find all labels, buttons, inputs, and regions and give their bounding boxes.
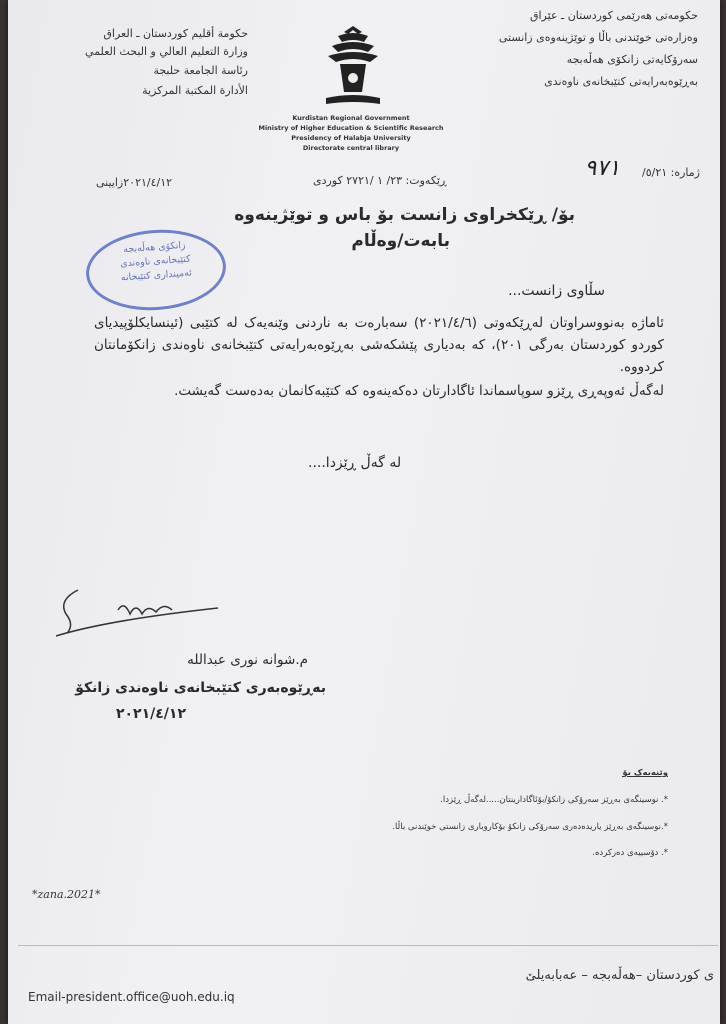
signature-date: ٢٠٢١/٤/١٢ <box>115 706 187 722</box>
copies-item-3: *. دۆسییەی دەرکردە. <box>592 848 668 858</box>
signatory-title: بەڕێوەبەری کتێبخانەی ناوەندی زانکۆ <box>75 680 326 696</box>
typist-note: *zana.2021* <box>32 888 101 901</box>
header-kurdish-line-1: حکومەتی هەرێمی کوردستان ـ عێراق <box>529 9 698 22</box>
header-arabic-line-3: رئاسة الجامعة حلبجة <box>153 64 248 77</box>
header-kurdish-line-2: وەزارەتی خوێندنی باڵا و توێژینەوەی زانستی <box>498 31 698 44</box>
copies-heading: وێنەیەک بۆ <box>622 768 668 778</box>
header-arabic-line-1: حكومة أقليم كوردستان ـ العراق <box>103 27 248 40</box>
body-paragraph-2: لەگەڵ ئەوپەڕی ڕێزو سوپاسماندا ئاگادارتان دەکەینەوە کە کتێبەکانمان بەدەست گەیشت. <box>174 383 664 399</box>
header-kurdish-line-4: بەڕێوەبەرایەتی کتێبخانەی ناوەندی <box>544 75 698 88</box>
header-english-line-3: Presidency of Halabja University <box>291 134 411 142</box>
copies-item-1: *. نوسینگەی بەڕێز سەرۆکی زانکۆ/بۆئاگادارینتان.....لەگەڵ ڕێزدا. <box>440 795 668 805</box>
stamp-line-2: کتێبخانەی ناوەندی <box>119 253 191 270</box>
header-english-line-2: Ministry of Higher Education & Scientific Research <box>258 124 444 132</box>
footer-email[interactable]: Email-president.office@uoh.edu.iq <box>28 990 235 1004</box>
signatory-name: م.شوانە نوری عبداللە <box>187 652 308 668</box>
gregorian-date: ٢٠٢١/٤/١٢زایینی <box>96 176 173 189</box>
subject-line: بابەت/وەڵام <box>351 231 450 251</box>
closing: لە گەڵ ڕێزدا.... <box>308 455 402 471</box>
number-label: ژمارە: ٥/٢١/ <box>642 166 700 179</box>
letter-paper <box>8 0 720 1024</box>
header-english-line-1: Kurdistan Regional Government <box>292 114 410 122</box>
library-stamp <box>83 225 228 315</box>
copies-item-2: *.نوسینگەی بەڕێز یاریدەدەری سەرۆکی زانکۆ بۆکاروباری زانستی خوێندنی باڵا. <box>392 822 668 832</box>
stamp-line-3: ئەمینداری کتێبخانە <box>120 267 193 284</box>
handwritten-signature <box>48 580 228 640</box>
header-arabic-line-2: وزارة التعليم العالي و البحث العلمي <box>85 45 248 58</box>
footer-divider <box>18 945 718 946</box>
header-english-line-4: Directorate central library <box>302 144 400 152</box>
body-paragraph-1: ئاماژە بەنووسراوتان لەڕێکەوتی (٢٠٢١/٤/٦) سەبارەت بە ناردنی وێنەیەک لە کتێبی (ئینسایکلۆپیدیای کوردو کوردستان بەرگی ٢٠١)، کە بەدیاری پێشکەشی بەڕێوەبەرایەتی کتێبخانەی ناوەندی زانکۆمانتان کردووە. <box>94 315 664 375</box>
greeting: سڵاوی زانست... <box>508 283 605 299</box>
reference-date: ڕێکەوت: ٢٣/ ١ /٢٧٢١ کوردی <box>313 174 447 187</box>
university-logo <box>318 22 388 110</box>
number-value: ٩٧١ <box>584 156 620 181</box>
header-arabic-line-4: الأدارة المكتبة المركزية <box>142 84 248 97</box>
header-kurdish-line-3: سەرۆکایەتی زانکۆی هەڵەبجە <box>566 53 698 66</box>
recipient-line: بۆ/ ڕێکخراوی زانست بۆ باس و توێژینەوە <box>234 205 575 225</box>
footer-address: ی کوردستان –هەڵەبجە – عەبابەیلێ <box>525 968 714 983</box>
stamp-line-1: زانکۆی هەڵەبجە <box>122 239 186 256</box>
